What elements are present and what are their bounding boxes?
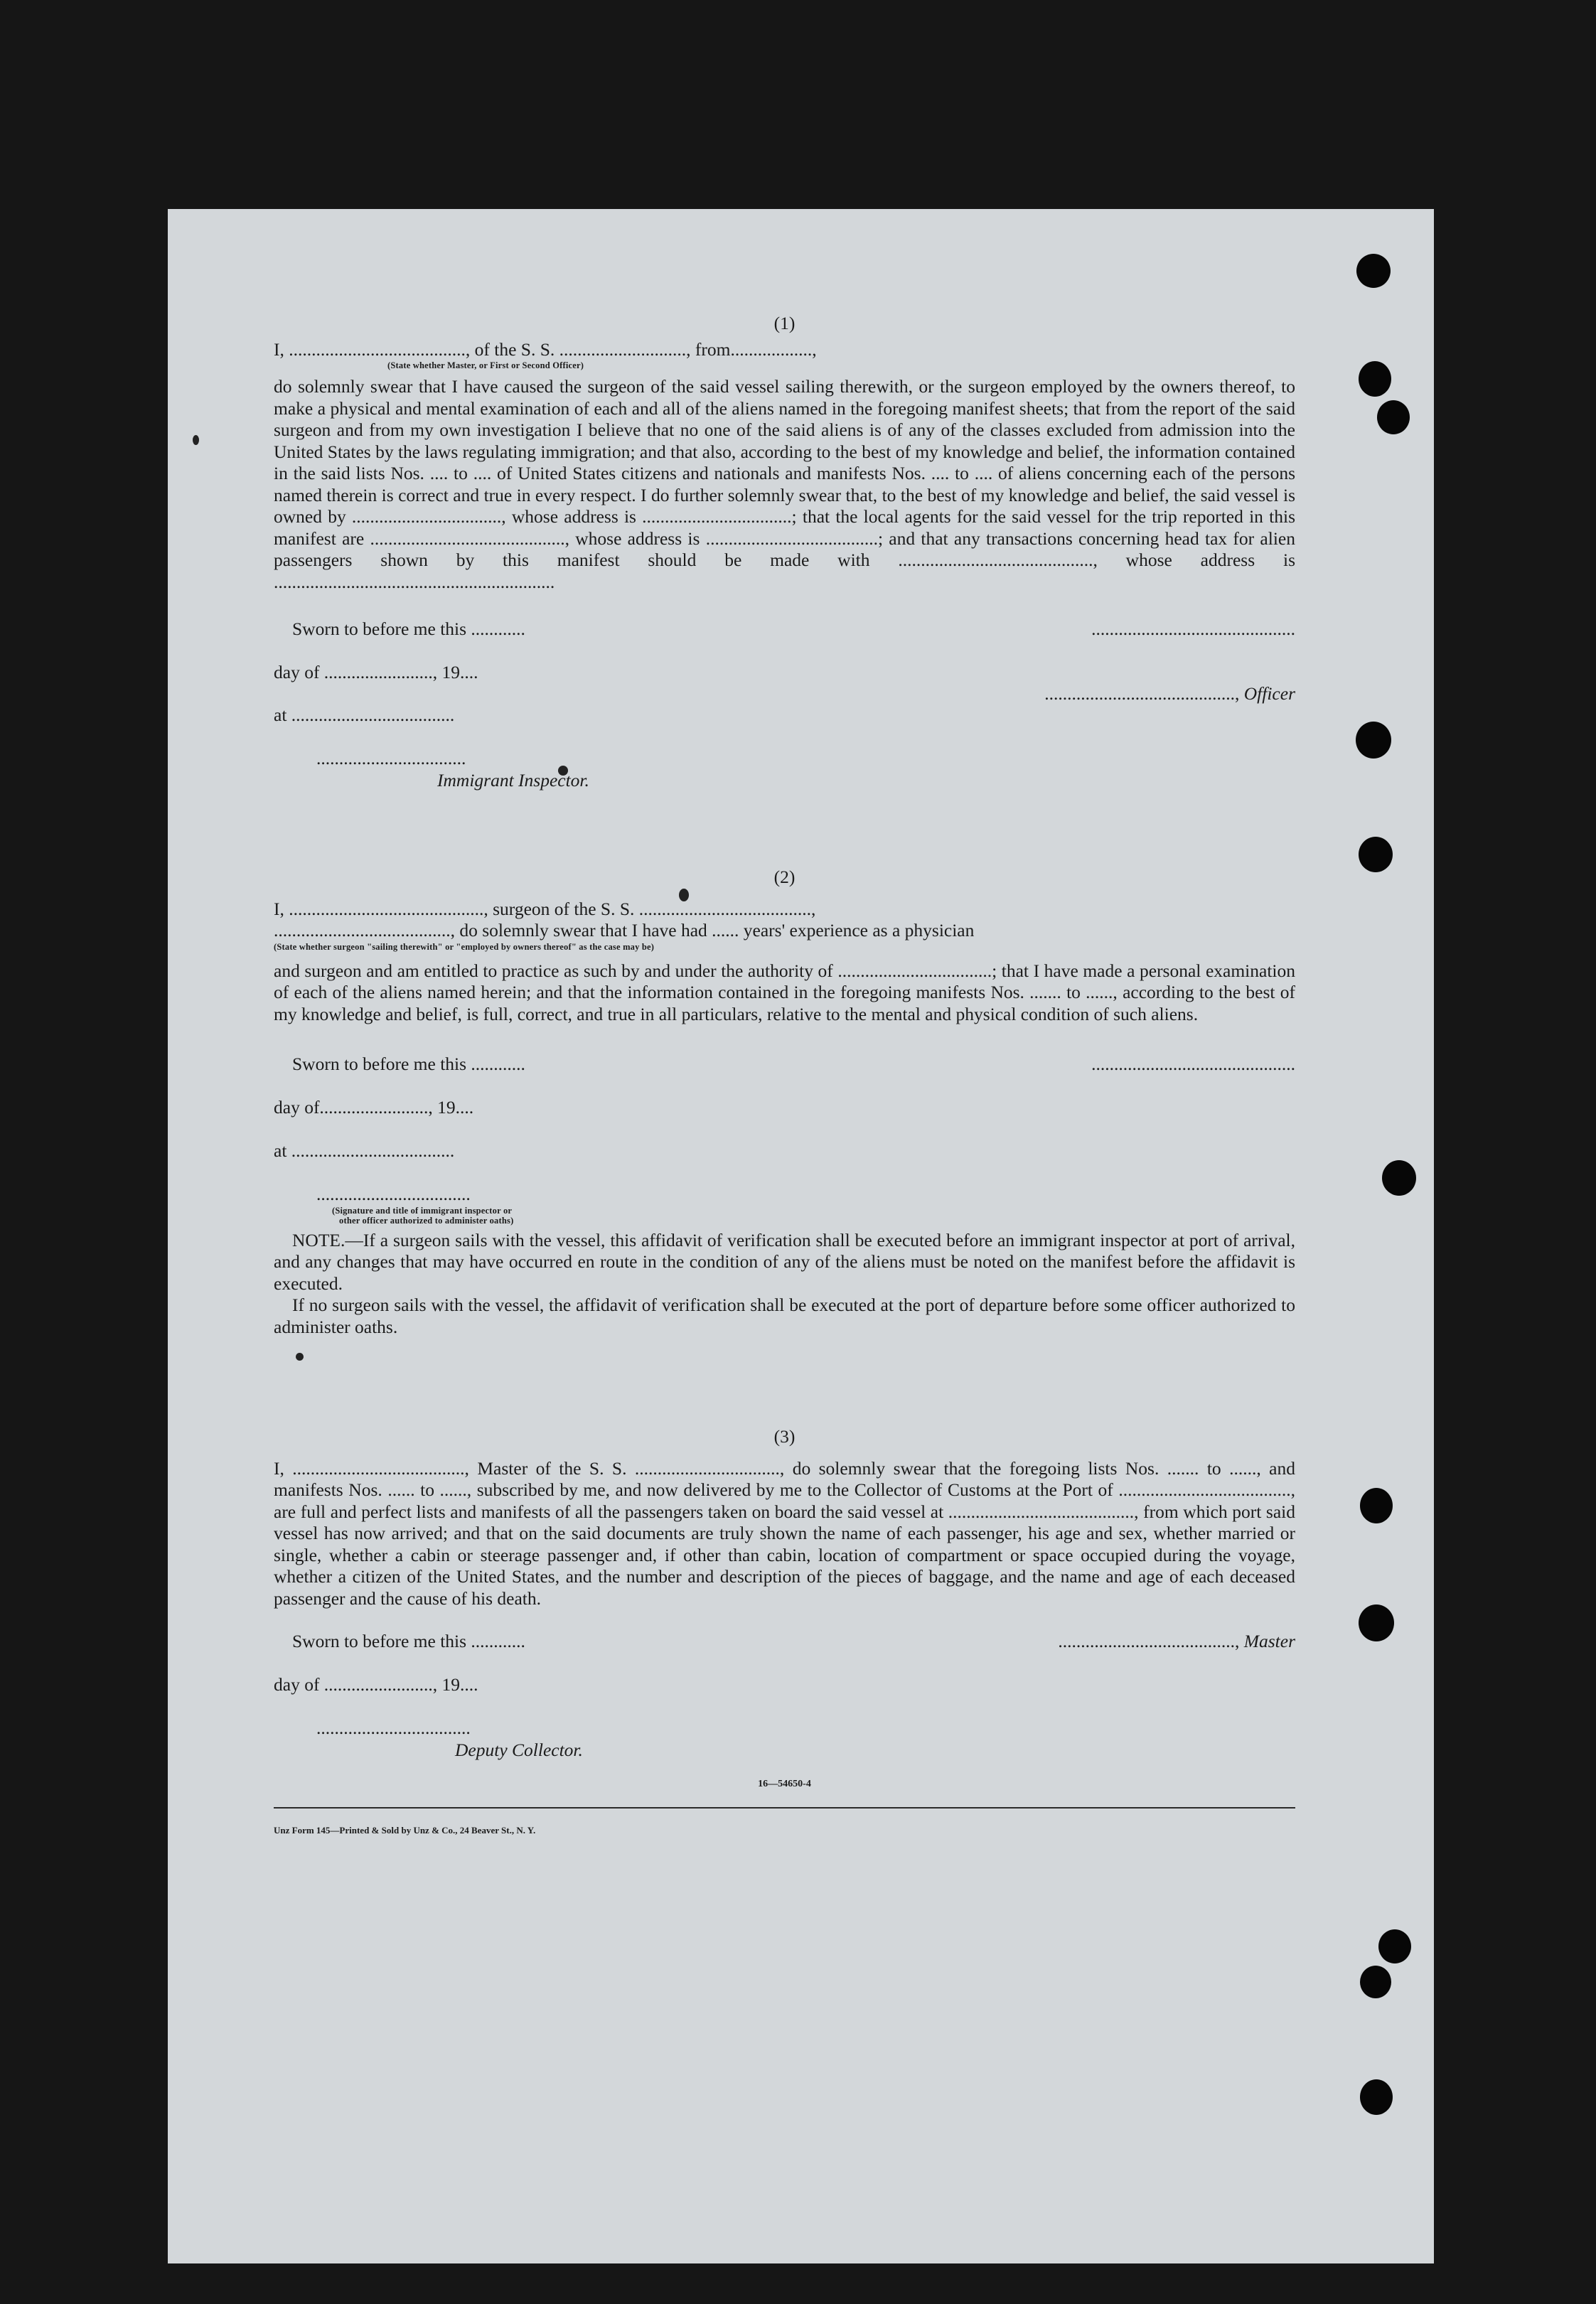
collector-line: .................................. (316, 1718, 471, 1738)
punch-hole (1356, 722, 1391, 759)
at-text: at .................................... (274, 704, 455, 725)
note-paragraph: NOTE.—If a surgeon sails with the vessel, this affidavit of verification shall be executed before an immigrant inspector at port of arrival, and any changes that may have occurred en route in the condition of any of the aliens must be noted on the manifest before the affidavit is executed. (274, 1229, 1295, 1294)
inspector-caption: (Signature and title of immigrant inspector or (332, 1205, 513, 1216)
printer-footer: Unz Form 145—Printed & Sold by Unz & Co., 24 Beaver St., N. Y. (274, 1824, 536, 1836)
sworn-text: Sworn to before me this ............ (292, 1054, 525, 1074)
punch-hole (1360, 1966, 1391, 1998)
punch-hole (1359, 837, 1393, 872)
inspector-title: Immigrant Inspector. (437, 769, 589, 791)
master-verification-section (274, 1426, 1295, 1761)
punch-hole (1382, 1160, 1416, 1196)
punch-hole (1360, 2079, 1393, 2115)
note-paragraph: If no surgeon sails with the vessel, the affidavit of verification shall be executed at the port of departure before some officer authorized to administer oaths. (274, 1295, 1295, 1337)
experience-caption: (State whether surgeon "sailing therewith" or "employed by owners thereof" as the case may be) (274, 941, 655, 952)
punch-hole (1377, 400, 1410, 434)
master-signature (850, 1631, 1295, 1653)
collector-title: Deputy Collector. (455, 1739, 583, 1760)
form-content (274, 313, 1295, 1841)
sworn-text: Sworn to before me this ............ (292, 618, 525, 639)
sworn-text: Sworn to before me this ............ (292, 1631, 525, 1651)
master-line: ......................................., (1058, 1631, 1244, 1651)
signature-line: ............................................. (1091, 618, 1295, 639)
punch-hole (1359, 1604, 1394, 1641)
at-text: at .................................... (274, 1140, 455, 1161)
ink-speck (193, 435, 199, 445)
master-title: Master (1243, 1631, 1295, 1651)
section-number: (1) (773, 313, 796, 333)
inspector-caption: other officer authorized to administer oaths) (339, 1215, 514, 1226)
day-row (274, 1097, 1295, 1140)
sworn-row (274, 1054, 1295, 1097)
oath-body: I, ......................................, Master of the S. S. ................................, do solemnly swear that the foregoing lists Nos. ....... to ......, and manifests Nos. ...... to ......, subscribed by me, and now delivered by me to the Collector of Customs at the Port of ......................................, are full and perfect lists and manifests of all the passengers taken on board the said vessel at ........................................., from which port said vessel has now arrived; and that on the said documents are truly shown the name of each passenger, his age and sex, whether married or single, whether a cabin or steerage passenger and, if other than cabin, location of compartment or space occupied during the voyage, whether a citizen of the United States, and the number and description of the pieces of baggage, and the name and age of each deceased passenger and the cause of his death. (274, 1457, 1295, 1609)
oath-line: I, ......................................., of the S. S. ............................, from.................., (274, 338, 817, 360)
punch-hole (1356, 254, 1391, 288)
surgeon-oath-section (274, 867, 1295, 1338)
day-row (274, 1674, 1295, 1718)
officer-title: Officer (1243, 683, 1295, 704)
sworn-row (274, 618, 1295, 662)
experience-line: ......................................., do solemnly swear that I have had ...... years' experience as a physician (274, 920, 975, 941)
section-number: (2) (773, 867, 796, 887)
day-text: day of ........................, 19.... (274, 1674, 478, 1695)
punch-hole (1360, 1488, 1393, 1523)
punch-hole (1378, 1929, 1411, 1963)
day-text: day of........................, 19.... (274, 1097, 474, 1118)
day-text: day of ........................, 19.... (274, 662, 478, 682)
inspector-line: ................................. (316, 748, 466, 768)
oath-body: do solemnly swear that I have caused the surgeon of the said vessel sailing therewith, or the surgeon employed by the owners thereof, to make a physical and mental examination of each and all of the aliens named in the foregoing manifest sheets; that from the report of the said surgeon and from my own investigation I believe that no one of the said aliens is of any of the classes excluded from admission into the United States by the laws regulating immigration; and that also, according to the best of my knowledge and belief, the information contained in the said lists Nos. .... to .... of United States citizens and nationals and manifests Nos. .... to .... of aliens concerning each of the persons named therein is correct and true in every respect. I do further solemnly swear that, to the best of my knowledge and belief, the said vessel is owned by ................................., whose address is .................................; that the local agents for the said vessel for the trip reported in this manifest are ..........................................., whose address is ......................................; and that any transactions concerning head tax for alien passengers shown by this manifest should be made with ..........................................., whose address is .............................................................. (274, 376, 1295, 592)
oath-caption: (State whether Master, or First or Second Officer) (387, 360, 584, 370)
oath-body: and surgeon and am entitled to practice as such by and under the authority of ..................................; that I have made a personal examination of each of the aliens named herein; and that the information contained in the foregoing manifests Nos. ....... to ......, according to the best of my knowledge and belief, is full, correct, and true in all particulars, relative to the mental and physical condition of such aliens. (274, 960, 1295, 1024)
master-oath-section (274, 313, 1295, 791)
day-row (274, 662, 1295, 683)
officer-row (274, 683, 1295, 704)
sworn-row (274, 1631, 1295, 1674)
oath-line: I, ..........................................., surgeon of the S. S. ......................................, (274, 898, 816, 919)
punch-hole (1359, 361, 1391, 397)
section-number: (3) (773, 1426, 796, 1447)
at-row (274, 1140, 1295, 1184)
officer-line: .........................................., (1044, 683, 1244, 704)
at-row (274, 704, 1295, 748)
inspector-sign-line: .................................. (316, 1184, 471, 1204)
officer-signature (850, 683, 1295, 705)
signature-line: ............................................. (1091, 1054, 1295, 1074)
form-code: 16—54650-4 (758, 1779, 811, 1789)
